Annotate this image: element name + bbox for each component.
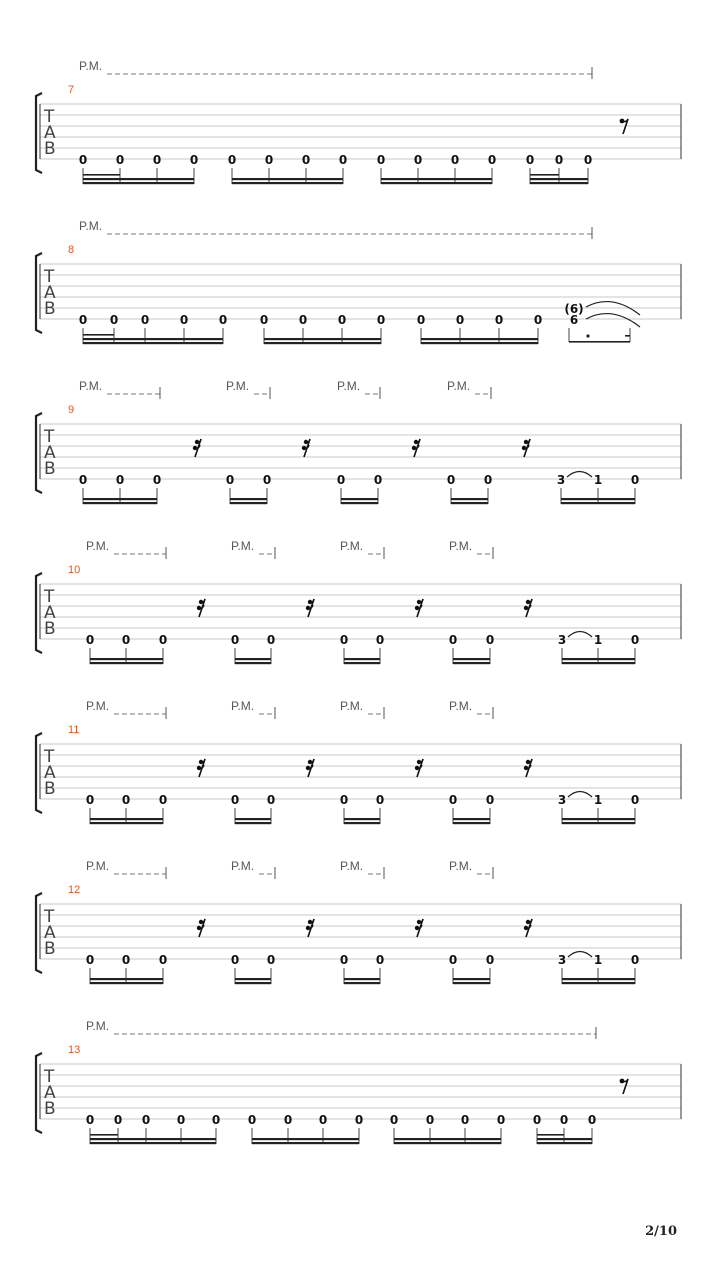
beam: [421, 342, 538, 344]
measure-number: 13: [68, 1044, 81, 1056]
fret-number: 0: [179, 313, 189, 327]
fret-number: 0: [460, 1113, 470, 1127]
fret-number: 0: [483, 473, 493, 487]
fret-number: 0: [496, 1113, 506, 1127]
fret-number: 0: [158, 953, 168, 967]
fret-number: 0: [121, 633, 131, 647]
fret-number: 0: [176, 1113, 186, 1127]
fret-number: 0: [259, 313, 269, 327]
palm-mute-label: P.M.: [340, 859, 364, 873]
palm-mute-label: P.M.: [340, 699, 364, 713]
tab-clef-a: A: [44, 123, 56, 143]
beam: [252, 1138, 359, 1140]
beam-partial: [537, 1134, 564, 1136]
palm-mute-label: P.M.: [79, 379, 103, 393]
beam: [562, 658, 635, 660]
beam: [83, 178, 194, 180]
palm-mute-label: P.M.: [447, 379, 471, 393]
beam: [90, 818, 163, 820]
fret-number: 0: [376, 313, 386, 327]
tab-system: [36, 699, 681, 824]
beam: [344, 978, 380, 980]
beam: [453, 822, 490, 824]
tab-system: [36, 379, 681, 504]
beam: [83, 182, 194, 184]
tab-clef-t: T: [44, 267, 55, 287]
tab-system: [36, 1019, 681, 1144]
fret-number: 0: [446, 473, 456, 487]
system-bracket: [36, 573, 42, 653]
palm-mute-label: P.M.: [86, 1019, 110, 1033]
system-bracket: [36, 93, 42, 173]
beam: [453, 662, 490, 664]
beam: [569, 341, 630, 343]
palm-mute-label: P.M.: [231, 539, 255, 553]
beam: [381, 178, 492, 180]
fret-number: 0: [121, 953, 131, 967]
beam: [530, 178, 588, 180]
fret-number: 0: [298, 313, 308, 327]
tab-clef-t: T: [44, 587, 55, 607]
beam: [235, 662, 271, 664]
fret-number: 0: [140, 313, 150, 327]
fret-number: 0: [78, 313, 88, 327]
beam: [235, 822, 271, 824]
beam: [341, 502, 378, 504]
tab-clef-b: B: [44, 1099, 56, 1119]
beam: [341, 498, 378, 500]
fret-number: 0: [559, 1113, 569, 1127]
palm-mute-label: P.M.: [226, 379, 250, 393]
tab-clef-a: A: [44, 1083, 56, 1103]
fret-number: 0: [485, 953, 495, 967]
fret-number: 0: [339, 633, 349, 647]
beam-partial: [83, 334, 114, 336]
beam: [562, 978, 635, 980]
tab-clef-b: B: [44, 779, 56, 799]
beam: [453, 978, 490, 980]
tab-clef-b: B: [44, 139, 56, 159]
fret-number: 0: [262, 473, 272, 487]
palm-mute-label: P.M.: [86, 859, 110, 873]
fret-number: 0: [533, 313, 543, 327]
fret-number: 0: [338, 153, 348, 167]
fret-number: 0: [141, 1113, 151, 1127]
tab-clef-a: A: [44, 603, 56, 623]
beam: [562, 982, 635, 984]
fret-number: 0: [230, 633, 240, 647]
ghost-note: (6): [564, 302, 584, 316]
tab-clef-b: B: [44, 939, 56, 959]
beam: [537, 1138, 592, 1140]
fret-number: 0: [318, 1113, 328, 1127]
tab-clef-t: T: [44, 107, 55, 127]
fret-number: 0: [85, 1113, 95, 1127]
beam: [264, 338, 381, 340]
fret-number: 0: [85, 793, 95, 807]
fret-number: 0: [373, 473, 383, 487]
beam: [90, 822, 163, 824]
fret-number: 0: [448, 793, 458, 807]
beam: [230, 502, 267, 504]
tab-clef-t: T: [44, 1067, 55, 1087]
beam: [83, 342, 223, 344]
fret-number: 0: [113, 1113, 123, 1127]
palm-mute-label: P.M.: [340, 539, 364, 553]
fret-number: 0: [525, 153, 535, 167]
system-bracket: [36, 253, 42, 333]
fret-number: 3: [557, 793, 567, 807]
beam: [264, 342, 381, 344]
tab-clef-a: A: [44, 283, 56, 303]
tab-clef-t: T: [44, 907, 55, 927]
beam: [453, 818, 490, 820]
beam: [232, 178, 343, 180]
fret-number: 0: [225, 473, 235, 487]
fret-number: 0: [583, 153, 593, 167]
beam: [344, 822, 380, 824]
page-number: 2/10: [645, 1224, 677, 1239]
beam: [90, 658, 163, 660]
palm-mute-label: P.M.: [79, 59, 103, 73]
beam-partial: [90, 1134, 118, 1136]
beam: [344, 818, 380, 820]
beam: [562, 662, 635, 664]
beam: [235, 982, 271, 984]
fret-number: 0: [78, 473, 88, 487]
fret-number: 0: [375, 793, 385, 807]
fret-number: 0: [554, 153, 564, 167]
tab-clef-a: A: [44, 923, 56, 943]
fret-number: 0: [448, 953, 458, 967]
beam: [381, 182, 492, 184]
beam: [394, 1138, 501, 1140]
tab-system: [36, 219, 681, 344]
fret-number: 0: [211, 1113, 221, 1127]
fret-number: 0: [485, 633, 495, 647]
beam: [235, 658, 271, 660]
measure-number: 10: [68, 564, 81, 576]
beam: [232, 182, 343, 184]
beam: [562, 818, 635, 820]
beam: [230, 498, 267, 500]
fret-number: 0: [339, 793, 349, 807]
palm-mute-label: P.M.: [231, 699, 255, 713]
beam: [252, 1142, 359, 1144]
fret-number: 1: [593, 953, 603, 967]
measure-number: 11: [68, 724, 80, 736]
beam: [421, 338, 538, 340]
fret-number: 0: [425, 1113, 435, 1127]
fret-number: 0: [78, 153, 88, 167]
beam: [344, 658, 380, 660]
beam-partial: [83, 174, 120, 176]
dot: [586, 334, 589, 337]
fret-number: 0: [230, 793, 240, 807]
beam: [453, 658, 490, 660]
fret-number: 0: [266, 793, 276, 807]
fret-number: 0: [376, 153, 386, 167]
fret-number: 0: [487, 153, 497, 167]
tab-clef-t: T: [44, 747, 55, 767]
palm-mute-label: P.M.: [449, 539, 473, 553]
beam: [530, 182, 588, 184]
fret-number: 0: [109, 313, 119, 327]
beam: [235, 978, 271, 980]
tab-clef-a: A: [44, 763, 56, 783]
tie: [586, 314, 640, 327]
palm-mute-label: P.M.: [231, 859, 255, 873]
fret-number: 0: [413, 153, 423, 167]
palm-mute-label: P.M.: [79, 219, 103, 233]
tab-clef-b: B: [44, 459, 56, 479]
fret-number: 0: [152, 153, 162, 167]
beam-partial: [530, 174, 559, 176]
measure-number: 7: [68, 84, 75, 96]
beam: [83, 502, 157, 504]
palm-mute-label: P.M.: [86, 539, 110, 553]
palm-mute-label: P.M.: [449, 699, 473, 713]
fret-number: 0: [630, 953, 640, 967]
fret-number: 0: [450, 153, 460, 167]
beam: [561, 498, 635, 500]
beam: [90, 982, 163, 984]
fret-number: 0: [389, 1113, 399, 1127]
tab-system: [36, 859, 681, 984]
fret-number: 0: [532, 1113, 542, 1127]
palm-mute-label: P.M.: [86, 699, 110, 713]
tied-note: 6: [569, 313, 579, 327]
fret-number: 0: [630, 633, 640, 647]
fret-number: 0: [85, 633, 95, 647]
slur: [568, 952, 592, 958]
fret-number: 0: [416, 313, 426, 327]
system-bracket: [36, 733, 42, 813]
system-bracket: [36, 413, 42, 493]
beam: [394, 1142, 501, 1144]
beam: [562, 822, 635, 824]
fret-number: 0: [494, 313, 504, 327]
beam: [90, 1138, 216, 1140]
measure-number: 9: [68, 404, 75, 416]
tab-clef-b: B: [44, 619, 56, 639]
beam: [83, 498, 157, 500]
fret-number: 0: [247, 1113, 257, 1127]
fret-number: 0: [587, 1113, 597, 1127]
tab-system: [36, 539, 681, 664]
fret-number: 1: [593, 473, 603, 487]
fret-number: 3: [556, 473, 566, 487]
fret-number: 1: [593, 793, 603, 807]
tab-clef-t: T: [44, 427, 55, 447]
beam: [451, 498, 488, 500]
tab-clef-b: B: [44, 299, 56, 319]
beam: [90, 662, 163, 664]
fret-number: 0: [354, 1113, 364, 1127]
fret-number: 0: [152, 473, 162, 487]
fret-number: 0: [301, 153, 311, 167]
palm-mute-label: P.M.: [449, 859, 473, 873]
system-bracket: [36, 1053, 42, 1133]
fret-number: 0: [630, 473, 640, 487]
fret-number: 0: [85, 953, 95, 967]
fret-number: 0: [264, 153, 274, 167]
fret-number: 3: [557, 633, 567, 647]
beam-partial: [625, 335, 630, 337]
beam: [90, 1142, 216, 1144]
fret-number: 0: [218, 313, 228, 327]
fret-number: 0: [283, 1113, 293, 1127]
beam: [235, 818, 271, 820]
measure-number: 12: [68, 884, 81, 896]
fret-number: 1: [593, 633, 603, 647]
beam: [83, 338, 223, 340]
fret-number: 0: [375, 953, 385, 967]
fret-number: 0: [230, 953, 240, 967]
fret-number: 3: [557, 953, 567, 967]
fret-number: 0: [266, 633, 276, 647]
fret-number: 0: [158, 633, 168, 647]
tab-clef-a: A: [44, 443, 56, 463]
system-bracket: [36, 893, 42, 973]
beam: [90, 978, 163, 980]
beam: [453, 982, 490, 984]
fret-number: 0: [336, 473, 346, 487]
fret-number: 0: [455, 313, 465, 327]
beam: [451, 502, 488, 504]
beam: [561, 502, 635, 504]
tab-system: [36, 59, 681, 184]
fret-number: 0: [115, 153, 125, 167]
fret-number: 0: [158, 793, 168, 807]
slur: [568, 792, 592, 798]
beam: [344, 982, 380, 984]
fret-number: 0: [485, 793, 495, 807]
beam: [344, 662, 380, 664]
measure-number: 8: [68, 244, 75, 256]
palm-mute-label: P.M.: [337, 379, 361, 393]
fret-number: 0: [189, 153, 199, 167]
fret-number: 0: [121, 793, 131, 807]
slur: [567, 472, 592, 478]
fret-number: 0: [630, 793, 640, 807]
fret-number: 0: [115, 473, 125, 487]
beam: [537, 1142, 592, 1144]
fret-number: 0: [266, 953, 276, 967]
fret-number: 0: [448, 633, 458, 647]
fret-number: 0: [339, 953, 349, 967]
fret-number: 0: [337, 313, 347, 327]
slur: [568, 632, 592, 638]
fret-number: 0: [227, 153, 237, 167]
fret-number: 0: [375, 633, 385, 647]
